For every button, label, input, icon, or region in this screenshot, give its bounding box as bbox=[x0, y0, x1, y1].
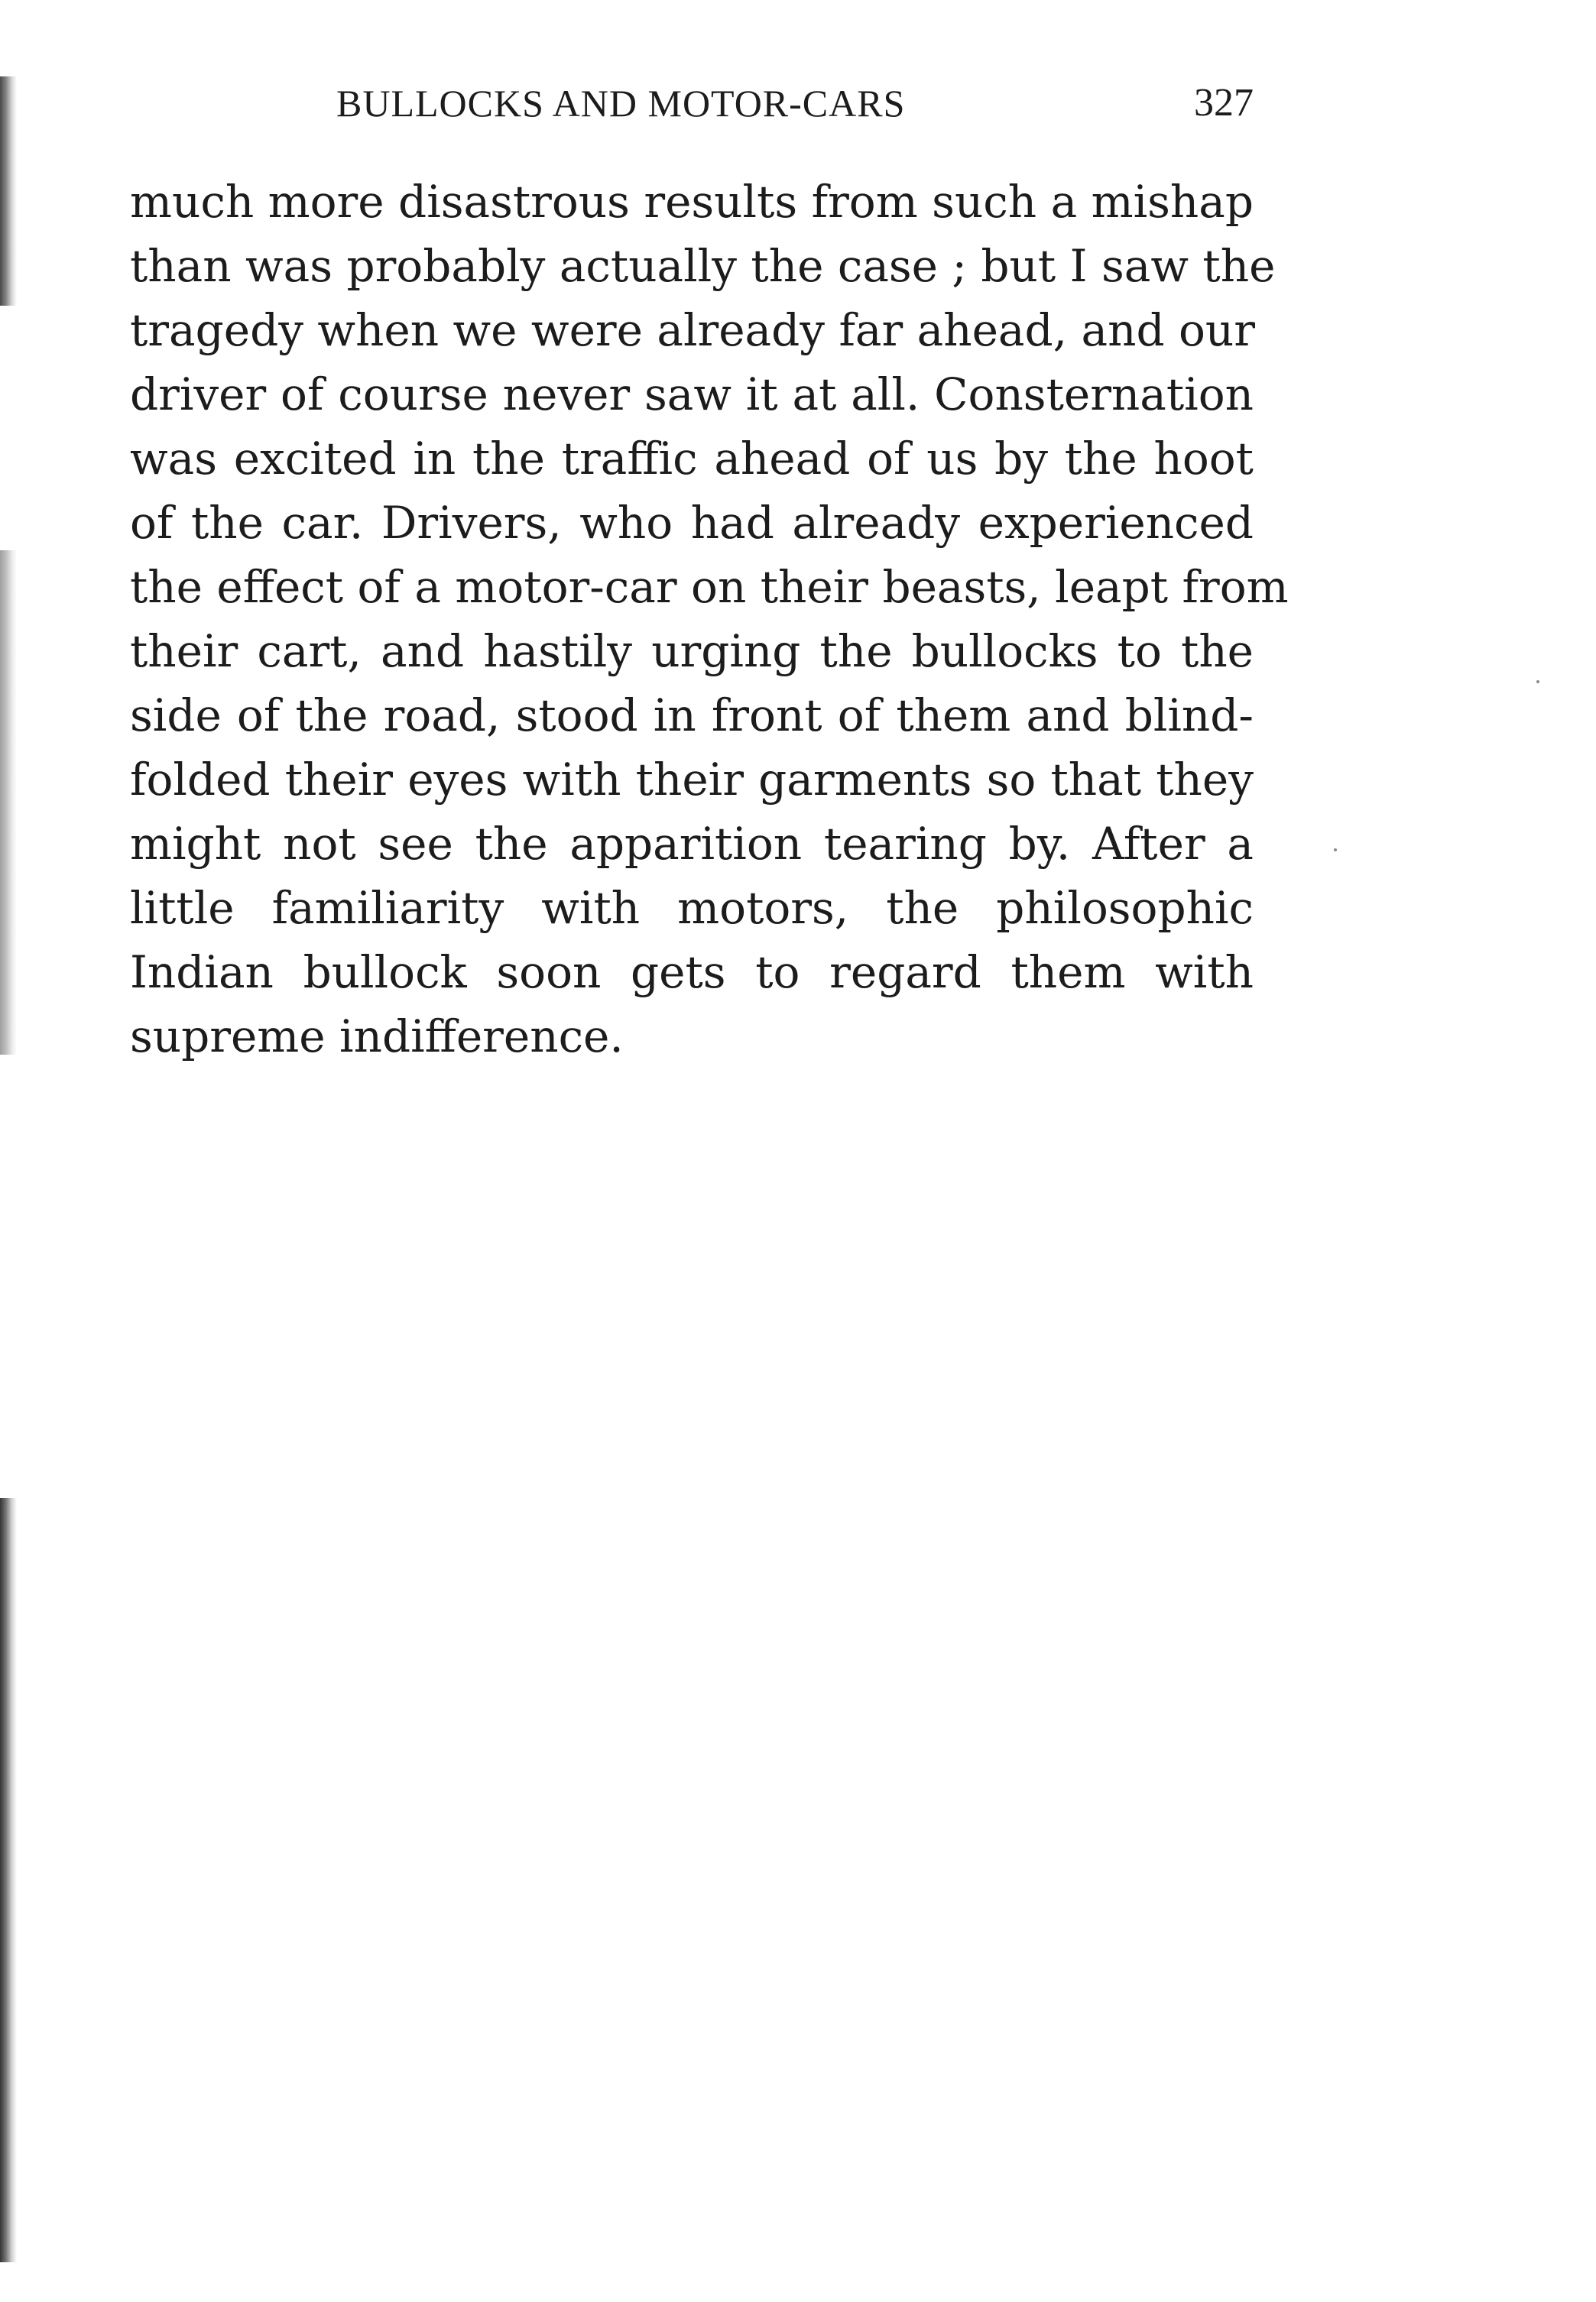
body-paragraph bbox=[130, 170, 1289, 1068]
text-line: the effect of a motor-car on their beasts, leapt from bbox=[130, 561, 1289, 613]
scan-speck bbox=[1334, 848, 1337, 851]
text-line: side of the road, stood in front of them and blind- bbox=[130, 689, 1254, 741]
text-line: tragedy when we were already far ahead, and our bbox=[130, 304, 1256, 356]
scan-gutter-shadow bbox=[0, 1498, 17, 2262]
text-line-last: supreme indifference. bbox=[130, 1010, 624, 1062]
page-number: 327 bbox=[1194, 81, 1254, 125]
scan-gutter-shadow bbox=[0, 76, 17, 306]
text-line: might not see the apparition tearing by. After a bbox=[130, 818, 1254, 870]
text-line: was excited in the traffic ahead of us by the hoot bbox=[130, 433, 1254, 485]
text-line: much more disastrous results from such a mishap bbox=[130, 176, 1254, 228]
running-head-title: BULLOCKS AND MOTOR-CARS bbox=[336, 82, 906, 125]
text-line: little familiarity with motors, the philosophic bbox=[130, 882, 1254, 934]
text-line: than was probably actually the case ; but I saw the bbox=[130, 240, 1276, 292]
text-line: Indian bullock soon gets to regard them with bbox=[130, 946, 1254, 998]
scan-gutter-shadow bbox=[0, 550, 17, 1055]
text-line: their cart, and hastily urging the bullocks to the bbox=[130, 625, 1254, 677]
text-line: of the car. Drivers, who had already experienced bbox=[130, 497, 1254, 549]
text-line: folded their eyes with their garments so that they bbox=[130, 754, 1254, 806]
text-line: driver of course never saw it at all. Consternation bbox=[130, 368, 1254, 420]
running-head bbox=[130, 76, 1254, 130]
scan-speck bbox=[1536, 680, 1539, 683]
